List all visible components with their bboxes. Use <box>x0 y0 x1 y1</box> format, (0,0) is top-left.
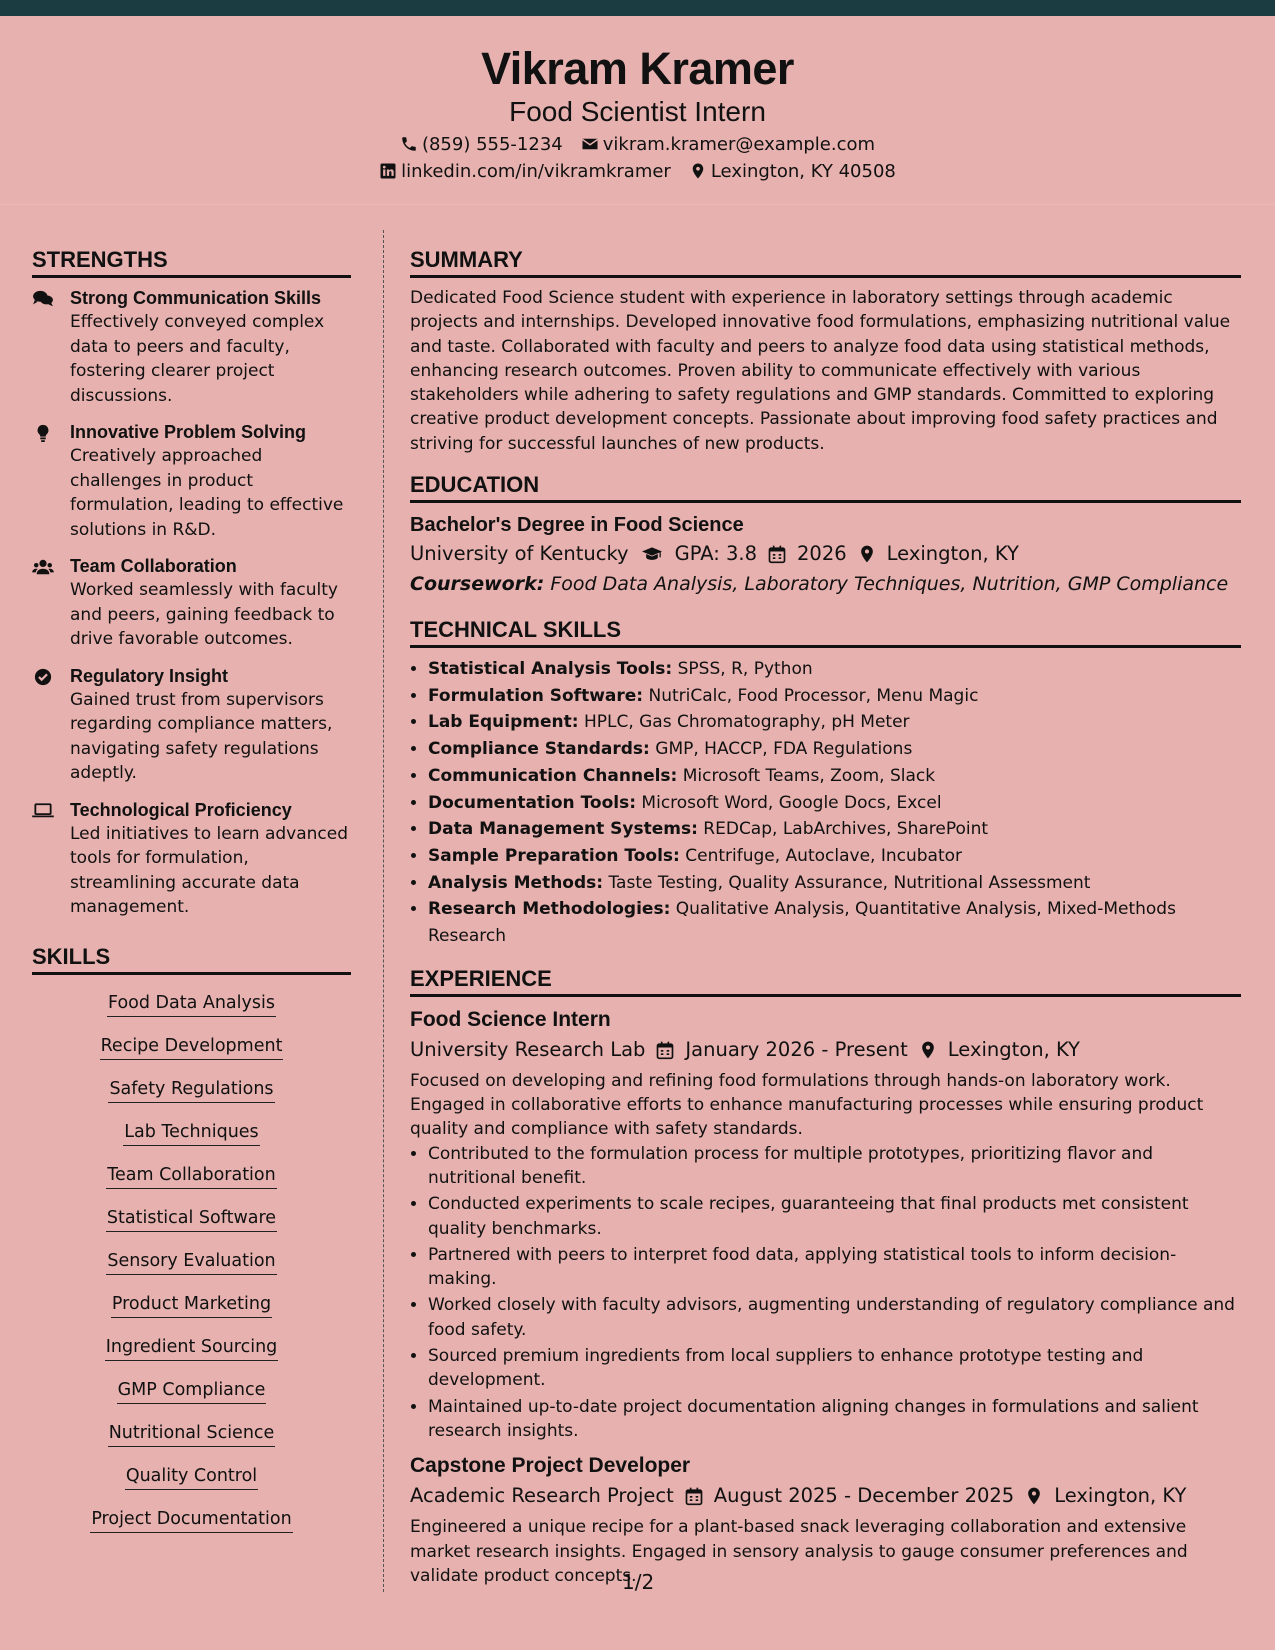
strength-name: Technological Proficiency <box>70 799 292 820</box>
linkedin-text: linkedin.com/in/vikramkramer <box>401 160 671 182</box>
job-dates: August 2025 - December 2025 <box>713 1484 1015 1508</box>
linkedin-contact[interactable] <box>379 161 671 182</box>
calendar-icon <box>655 1040 675 1060</box>
contact-row-1 <box>0 134 1275 155</box>
strength-item <box>32 554 351 652</box>
education-meta <box>410 539 1241 569</box>
envelope-icon <box>581 135 599 153</box>
strength-desc: Gained trust from supervisors regarding compliance matters, navigating safety regulations adeptly. <box>70 689 333 783</box>
map-marker-icon <box>1024 1486 1044 1506</box>
location-contact <box>689 161 896 182</box>
phone-contact <box>400 134 563 155</box>
strength-name: Strong Communication Skills <box>70 288 322 308</box>
list-item: • Lab Equipment: HPLC, Gas Chromatography, pH Meter <box>428 709 1241 736</box>
list-item: • Documentation Tools: Microsoft Word, Google Docs, Excel <box>428 790 1241 817</box>
check-circle-icon <box>32 668 54 686</box>
job-description: Focused on developing and refining food formulations through hands-on laboratory work. Engaged in collaborative efforts to enhance manufacturing processes while ensuring product quality and compliance with safety standards. <box>410 1070 1204 1140</box>
location-text: Lexington, KY 40508 <box>710 160 896 182</box>
strengths-heading: STRENGTHS <box>32 245 351 278</box>
calendar-icon <box>767 544 787 564</box>
skill-tag: Quality Control <box>125 1464 258 1490</box>
linkedin-icon <box>379 162 397 180</box>
left-column <box>32 245 351 1542</box>
strength-desc: Led initiatives to learn advanced tools for formulation, streamlining accurate data management. <box>70 823 349 917</box>
list-item: • Compliance Standards: GMP, HACCP, FDA Regulations <box>428 736 1241 763</box>
summary-heading: SUMMARY <box>410 245 1241 278</box>
phone-icon <box>400 135 418 153</box>
skill-tag: Nutritional Science <box>108 1421 276 1447</box>
education-location: Lexington, KY <box>886 542 1019 566</box>
strength-desc: Effectively conveyed complex data to peers and faculty, fostering clearer project discussions. <box>70 312 325 406</box>
list-item: • Formulation Software: NutriCalc, Food Processor, Menu Magic <box>428 683 1241 710</box>
coursework-list: Food Data Analysis, Laboratory Techniques, Nutrition, GMP Compliance <box>550 573 1229 596</box>
experience-heading: EXPERIENCE <box>410 964 1241 997</box>
laptop-icon <box>32 802 54 820</box>
skill-tag: Lab Techniques <box>123 1120 259 1146</box>
job-location: Lexington, KY <box>947 1037 1080 1061</box>
resume-header <box>0 16 1275 205</box>
map-marker-icon <box>857 544 877 564</box>
strength-name: Innovative Problem Solving <box>70 422 307 442</box>
skill-tag: Ingredient Sourcing <box>105 1335 279 1361</box>
school-name: University of Kentucky <box>410 542 629 566</box>
top-bar <box>0 0 1275 16</box>
list-item: • Maintained up-to-date project documentation aligning changes in formulations and salient research insights. <box>428 1395 1241 1444</box>
technical-skills-list <box>410 656 1241 950</box>
lightbulb-icon <box>32 424 54 442</box>
skill-tag: Safety Regulations <box>108 1077 274 1103</box>
phone-text: (859) 555-1234 <box>421 133 563 155</box>
comments-icon <box>32 290 54 308</box>
job-bullets <box>410 1142 1241 1444</box>
graduation-year: 2026 <box>797 542 847 566</box>
page-number: 1/2 <box>622 1570 655 1594</box>
list-item: • Partnered with peers to interpret food data, applying statistical tools to inform decision-making. <box>428 1243 1241 1292</box>
list-item: • Contributed to the formulation process for multiple prototypes, prioritizing flavor and nutritional benefit. <box>428 1142 1241 1191</box>
skill-tag: Team Collaboration <box>106 1163 276 1189</box>
map-marker-icon <box>918 1040 938 1060</box>
contact-row-2 <box>0 161 1275 182</box>
skills-list <box>32 983 351 1542</box>
coursework <box>410 569 1241 599</box>
graduation-cap-icon <box>639 544 665 564</box>
strength-item <box>32 798 351 920</box>
skill-tag: Recipe Development <box>100 1034 284 1060</box>
list-item: • Communication Channels: Microsoft Teams, Zoom, Slack <box>428 763 1241 790</box>
job-title: Food Science Intern <box>410 1007 611 1031</box>
strength-desc: Creatively approached challenges in product formulation, leading to effective solutions in R&D. <box>70 446 344 540</box>
skill-tag: Product Marketing <box>111 1292 272 1318</box>
job-description: Engineered a unique recipe for a plant-based snack leveraging collaboration and extensive market research insights. Engaged in sensory analysis to gauge consumer preferences and validate product concepts. <box>410 1517 1188 1586</box>
column-divider <box>383 230 384 1592</box>
strength-desc: Worked seamlessly with faculty and peers, gaining feedback to drive favorable outcomes. <box>70 580 338 649</box>
job-org: Academic Research Project <box>410 1484 674 1508</box>
list-item: • Analysis Methods: Taste Testing, Quality Assurance, Nutritional Assessment <box>428 870 1241 897</box>
skill-tag: Sensory Evaluation <box>106 1249 276 1275</box>
strength-name: Team Collaboration <box>70 556 237 576</box>
job-dates: January 2026 - Present <box>685 1037 908 1061</box>
list-item: • Sample Preparation Tools: Centrifuge, Autoclave, Incubator <box>428 843 1241 870</box>
strength-name: Regulatory Insight <box>70 665 229 686</box>
map-marker-icon <box>689 162 707 180</box>
skill-tag: Project Documentation <box>90 1507 292 1533</box>
list-item: • Worked closely with faculty advisors, augmenting understanding of regulatory compliance and food safety. <box>428 1293 1241 1342</box>
email-contact[interactable] <box>581 134 875 155</box>
list-item: • Conducted experiments to scale recipes, guaranteeing that final products met consistent quality benchmarks. <box>428 1192 1241 1241</box>
job-location: Lexington, KY <box>1054 1484 1187 1508</box>
job-title: Capstone Project Developer <box>410 1454 691 1478</box>
list-item: • Research Methodologies: Qualitative Analysis, Quantitative Analysis, Mixed-Methods Research <box>428 896 1241 949</box>
coursework-label: Coursework: <box>410 573 545 596</box>
skill-tag: Statistical Software <box>106 1206 277 1232</box>
candidate-name: Vikram Kramer <box>481 43 794 94</box>
calendar-icon <box>684 1486 704 1506</box>
skill-tag: GMP Compliance <box>117 1378 267 1404</box>
strength-item <box>32 286 351 408</box>
list-item: • Statistical Analysis Tools: SPSS, R, Python <box>428 656 1241 683</box>
job-org: University Research Lab <box>410 1037 646 1061</box>
job-meta <box>410 1035 1241 1065</box>
degree-name: Bachelor's Degree in Food Science <box>410 514 744 537</box>
candidate-title: Food Scientist Intern <box>509 95 766 127</box>
skill-tag: Food Data Analysis <box>107 991 276 1017</box>
list-item: • Data Management Systems: REDCap, LabArchives, SharePoint <box>428 816 1241 843</box>
gpa-text: GPA: 3.8 <box>674 542 758 566</box>
skills-heading: SKILLS <box>32 942 351 975</box>
strength-item <box>32 420 351 542</box>
list-item: • Sourced premium ingredients from local suppliers to enhance prototype testing and development. <box>428 1344 1241 1393</box>
strength-item <box>32 664 351 786</box>
summary-text: Dedicated Food Science student with experience in laboratory settings through academic projects and internships. Developed innovative food formulations, emphasizing nutritional value and taste. Collaborated with faculty and peers to analyze food data using statistical methods, enhancing research outcomes. Proven ability to communicate effectively with various stakeholders while adhering to safety regulations and GMP standards. Committed to exploring creative product development concepts. Passionate about improving food safety practices and striving for successful launches of new products. <box>410 288 1231 454</box>
education-heading: EDUCATION <box>410 470 1241 503</box>
job-meta <box>410 1481 1241 1511</box>
right-column <box>410 245 1241 1588</box>
technical-skills-heading: TECHNICAL SKILLS <box>410 615 1241 648</box>
email-text: vikram.kramer@example.com <box>602 133 876 155</box>
users-icon <box>32 558 54 576</box>
